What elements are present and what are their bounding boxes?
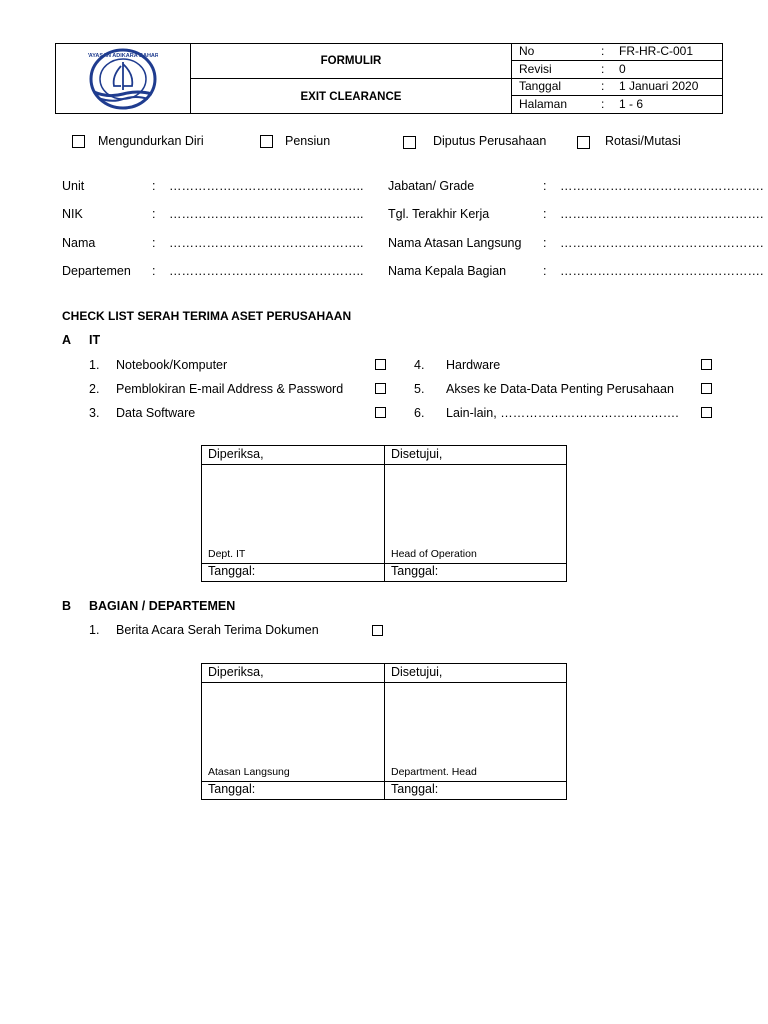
checkbox-pensiun[interactable] xyxy=(260,135,273,148)
section-b-title: BAGIAN / DEPARTEMEN xyxy=(89,599,236,613)
field-jabatan-label: Jabatan/ Grade xyxy=(388,179,475,193)
checkbox-diputus-perusahaan[interactable] xyxy=(403,136,416,149)
meta-no-sep: : xyxy=(601,44,605,58)
date-right-label: Tanggal: xyxy=(391,564,439,578)
checkbox-lain-lain[interactable] xyxy=(701,407,712,418)
checkbox-akses-data[interactable] xyxy=(701,383,712,394)
checked-by-label: Diperiksa, xyxy=(208,447,264,461)
field-tgl-terakhir-value[interactable]: …………………………………………. xyxy=(560,207,764,221)
item-email-label: Pemblokiran E-mail Address & Password xyxy=(116,382,344,396)
company-logo xyxy=(88,48,158,110)
logo-text: YAYASAN ADIKARA BAHARI xyxy=(88,53,158,59)
checkbox-rotasi-mutasi[interactable] xyxy=(577,136,590,149)
field-sep: : xyxy=(152,207,156,221)
field-atasan-value[interactable]: …………………………………………. xyxy=(560,236,764,250)
item-number: 3. xyxy=(89,406,100,420)
checkbox-data-software[interactable] xyxy=(375,407,386,418)
field-kepala-bagian-value[interactable]: …………………………………………. xyxy=(560,264,764,278)
item-number: 1. xyxy=(89,358,100,372)
item-notebook-label: Notebook/Komputer xyxy=(116,358,228,372)
approved-by-label: Disetujui, xyxy=(391,665,443,679)
item-akses-data-label: Akses ke Data-Data Penting Perusahaan xyxy=(446,382,674,396)
meta-revisi-label: Revisi xyxy=(519,62,552,76)
meta-no-label: No xyxy=(519,44,535,58)
field-atasan-label: Nama Atasan Langsung xyxy=(388,236,522,250)
item-berita-acara-label: Berita Acara Serah Terima Dokumen xyxy=(116,623,319,637)
option-label: Pensiun xyxy=(285,134,331,148)
field-sep: : xyxy=(152,236,156,250)
meta-tanggal-sep: : xyxy=(601,79,605,93)
meta-revisi-sep: : xyxy=(601,62,605,76)
checkbox-berita-acara[interactable] xyxy=(372,625,383,636)
form-name-title: EXIT CLEARANCE xyxy=(300,90,402,103)
item-number: 1. xyxy=(89,623,100,637)
field-nama-label: Nama xyxy=(62,236,96,250)
item-number: 4. xyxy=(414,358,425,372)
section-a-letter: A xyxy=(62,333,72,347)
field-departemen-value[interactable]: ……………………………………….. xyxy=(169,264,364,278)
item-number: 6. xyxy=(414,406,425,420)
checked-by-role: Dept. IT xyxy=(208,548,246,560)
field-kepala-bagian-label: Nama Kepala Bagian xyxy=(388,264,507,278)
checkbox-mengundurkan-diri[interactable] xyxy=(72,135,85,148)
meta-halaman-sep: : xyxy=(601,97,605,111)
section-a-title: IT xyxy=(89,333,101,347)
option-label: Mengundurkan Diri xyxy=(98,134,204,148)
meta-no-value: FR-HR-C-001 xyxy=(619,44,694,58)
option-label: Rotasi/Mutasi xyxy=(605,134,681,148)
meta-tanggal-value: 1 Januari 2020 xyxy=(619,79,699,93)
section-a-signature-table xyxy=(201,445,567,582)
section-b-letter: B xyxy=(62,599,72,613)
item-number: 5. xyxy=(414,382,425,396)
field-nik-value[interactable]: ……………………………………….. xyxy=(169,207,364,221)
form-type-title: FORMULIR xyxy=(320,55,382,67)
checkbox-hardware[interactable] xyxy=(701,359,712,370)
checkbox-email-block[interactable] xyxy=(375,383,386,394)
field-unit-value[interactable]: ……………………………………….. xyxy=(169,179,364,193)
field-unit-label: Unit xyxy=(62,179,85,193)
field-sep: : xyxy=(152,264,156,278)
option-label: Diputus Perusahaan xyxy=(433,134,547,148)
field-sep: : xyxy=(543,179,547,193)
item-data-software-label: Data Software xyxy=(116,406,196,420)
approved-by-role: Head of Operation xyxy=(391,548,477,560)
section-b-signature-table xyxy=(201,663,567,800)
checked-by-role: Atasan Langsung xyxy=(208,766,290,778)
meta-halaman-label: Halaman xyxy=(519,97,568,111)
checked-by-label: Diperiksa, xyxy=(208,665,264,679)
field-nik-label: NIK xyxy=(62,207,83,221)
field-sep: : xyxy=(543,236,547,250)
checklist-title: CHECK LIST SERAH TERIMA ASET PERUSAHAAN xyxy=(62,309,352,323)
item-lain-lain-label: Lain-lain, ……………………………………. xyxy=(446,406,679,420)
field-nama-value[interactable]: ……………………………………….. xyxy=(169,236,364,250)
meta-revisi-value: 0 xyxy=(619,62,626,76)
item-number: 2. xyxy=(89,382,100,396)
date-left-label: Tanggal: xyxy=(208,564,256,578)
field-departemen-label: Departemen xyxy=(62,264,131,278)
item-hardware-label: Hardware xyxy=(446,358,501,372)
meta-tanggal-label: Tanggal xyxy=(519,79,562,93)
checkbox-notebook[interactable] xyxy=(375,359,386,370)
date-right-label: Tanggal: xyxy=(391,782,439,796)
field-sep: : xyxy=(543,207,547,221)
meta-halaman-value: 1 - 6 xyxy=(619,97,644,111)
date-left-label: Tanggal: xyxy=(208,782,256,796)
approved-by-role: Department. Head xyxy=(391,766,477,778)
field-sep: : xyxy=(543,264,547,278)
field-tgl-terakhir-label: Tgl. Terakhir Kerja xyxy=(388,207,490,221)
field-sep: : xyxy=(152,179,156,193)
field-jabatan-value[interactable]: …………………………………………. xyxy=(560,179,764,193)
approved-by-label: Disetujui, xyxy=(391,447,443,461)
